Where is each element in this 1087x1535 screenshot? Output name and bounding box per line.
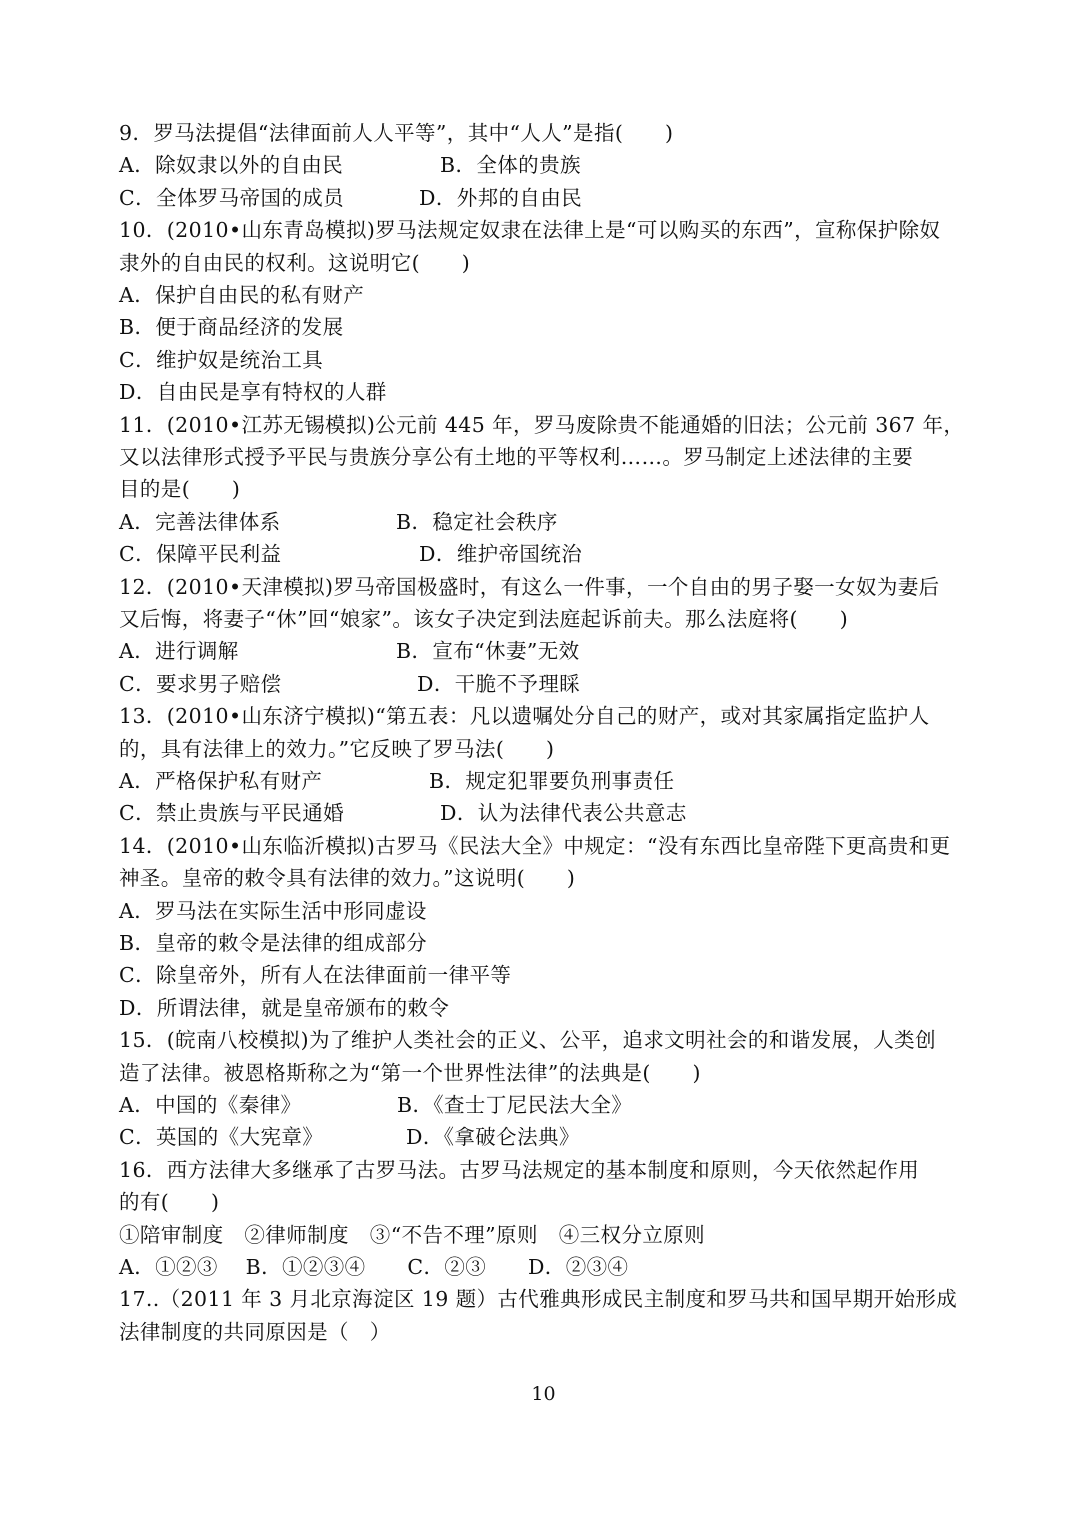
question-9-option: A．除奴隶以外的自由民 (119, 153, 344, 178)
question-11-option: C．保障平民利益 (119, 542, 282, 567)
question-14-text-line: 14．(2010•山东临沂模拟)古罗马《民法大全》中规定：“没有东西比皇帝陛下更高贵和更 (119, 833, 951, 858)
question-13-text-line: 13．(2010•山东济宁模拟)“第五表：凡以遗嘱处分自己的财产，或对其家属指定监护人 (119, 704, 930, 729)
question-10-text-line: 隶外的自由民的权利。这说明它( ) (119, 250, 471, 275)
question-9-option: C．全体罗马帝国的成员 (119, 185, 345, 210)
question-12-text-line: 又后悔，将妻子“休”回“娘家”。该女子决定到法庭起诉前夫。那么法庭将( ) (119, 607, 849, 631)
question-13-option: C．禁止贵族与平民通婚 (119, 801, 345, 826)
question-9-text-line: 9．罗马法提倡“法律面前人人平等”，其中“人人”是指( ) (119, 121, 674, 145)
question-13-text-line: 的，具有法律上的效力。”它反映了罗马法( ) (119, 736, 555, 761)
question-17-text-line: 法律制度的共同原因是（ ） (119, 1319, 391, 1344)
question-11-option: A．完善法律体系 (119, 509, 281, 534)
question-14-text-line: 神圣。皇帝的敕令具有法律的效力。”这说明( ) (119, 866, 576, 891)
question-10-option: C．维护奴是统治工具 (119, 347, 324, 372)
question-10-option: D．自由民是享有特权的人群 (119, 380, 387, 405)
question-16-text-line: 的有( ) (119, 1190, 220, 1215)
question-9-option: B．全体的贵族 (440, 153, 581, 178)
question-15-text-line: 15．(皖南八校模拟)为了维护人类社会的正义、公平，追求文明社会的和谐发展，人类创 (119, 1028, 936, 1053)
question-10-option: A．保护自由民的私有财产 (119, 283, 365, 307)
question-11-option: D．维护帝国统治 (419, 542, 583, 567)
question-12-option: C．要求男子赔偿 (119, 671, 282, 696)
question-9-option: D．外邦的自由民 (419, 185, 583, 210)
question-11-text-line: 11．(2010•江苏无锡模拟)公元前 445 年，罗马废除贵不能通婚的旧法；公元前 367 年， (119, 412, 965, 437)
question-13-option: A．严格保护私有财产 (119, 769, 323, 793)
question-15-option: A．中国的《秦律》 (119, 1093, 302, 1117)
question-15-option: D．《拿破仑法典》 (406, 1125, 580, 1150)
question-14-option: A．罗马法在实际生活中形同虚设 (119, 898, 427, 923)
question-12-option: B．宣布“休妻”无效 (396, 639, 580, 664)
question-12-option: A．进行调解 (119, 639, 239, 664)
question-14-option: B．皇帝的敕令是法律的组成部分 (119, 931, 428, 955)
question-12-text-line: 12．(2010•天津模拟)罗马帝国极盛时，有这么一件事，一个自由的男子娶一女奴为妻后 (119, 574, 940, 599)
question-10-option: B．便于商品经济的发展 (119, 315, 344, 340)
question-15-option: C．英国的《大宪章》 (119, 1125, 324, 1150)
question-14-option: D．所谓法律，就是皇帝颁布的敕令 (119, 995, 450, 1020)
question-11-option: B．稳定社会秩序 (396, 509, 558, 534)
question-15-text-line: 造了法律。被恩格斯称之为“第一个世界性法律”的法典是( ) (119, 1060, 701, 1085)
question-16-text-line: 16．西方法律大多继承了古罗马法。古罗马法规定的基本制度和原则，今天依然起作用 (119, 1157, 920, 1182)
question-11-text-line: 又以法律形式授予平民与贵族分享公有土地的平等权利……。罗马制定上述法律的主要 (119, 445, 914, 469)
question-13-option: D．认为法律代表公共意志 (440, 801, 687, 826)
question-10-text-line: 10．(2010•山东青岛模拟)罗马法规定奴隶在法律上是“可以购买的东西”，宣称保护除奴 (119, 218, 941, 243)
question-16-option: A．①②③ B．①②③④ C．②③ D．②③④ (119, 1255, 629, 1279)
question-15-option: B．《查士丁尼民法大全》 (397, 1093, 633, 1117)
question-17-text-line: 17..（2011 年 3 月北京海淀区 19 题）古代雅典形成民主制度和罗马共和国早期开始形成 (119, 1287, 958, 1312)
page-number: 10 (531, 1383, 556, 1405)
question-16-text-line: ①陪审制度 ②律师制度 ③“不告不理”原则 ④三权分立原则 (119, 1222, 706, 1247)
question-13-option: B．规定犯罪要负刑事责任 (429, 769, 675, 793)
question-11-text-line: 目的是( ) (119, 477, 241, 502)
question-12-option: D．干脆不予理睬 (417, 671, 581, 696)
question-14-option: C．除皇帝外，所有人在法律面前一律平等 (119, 963, 512, 988)
